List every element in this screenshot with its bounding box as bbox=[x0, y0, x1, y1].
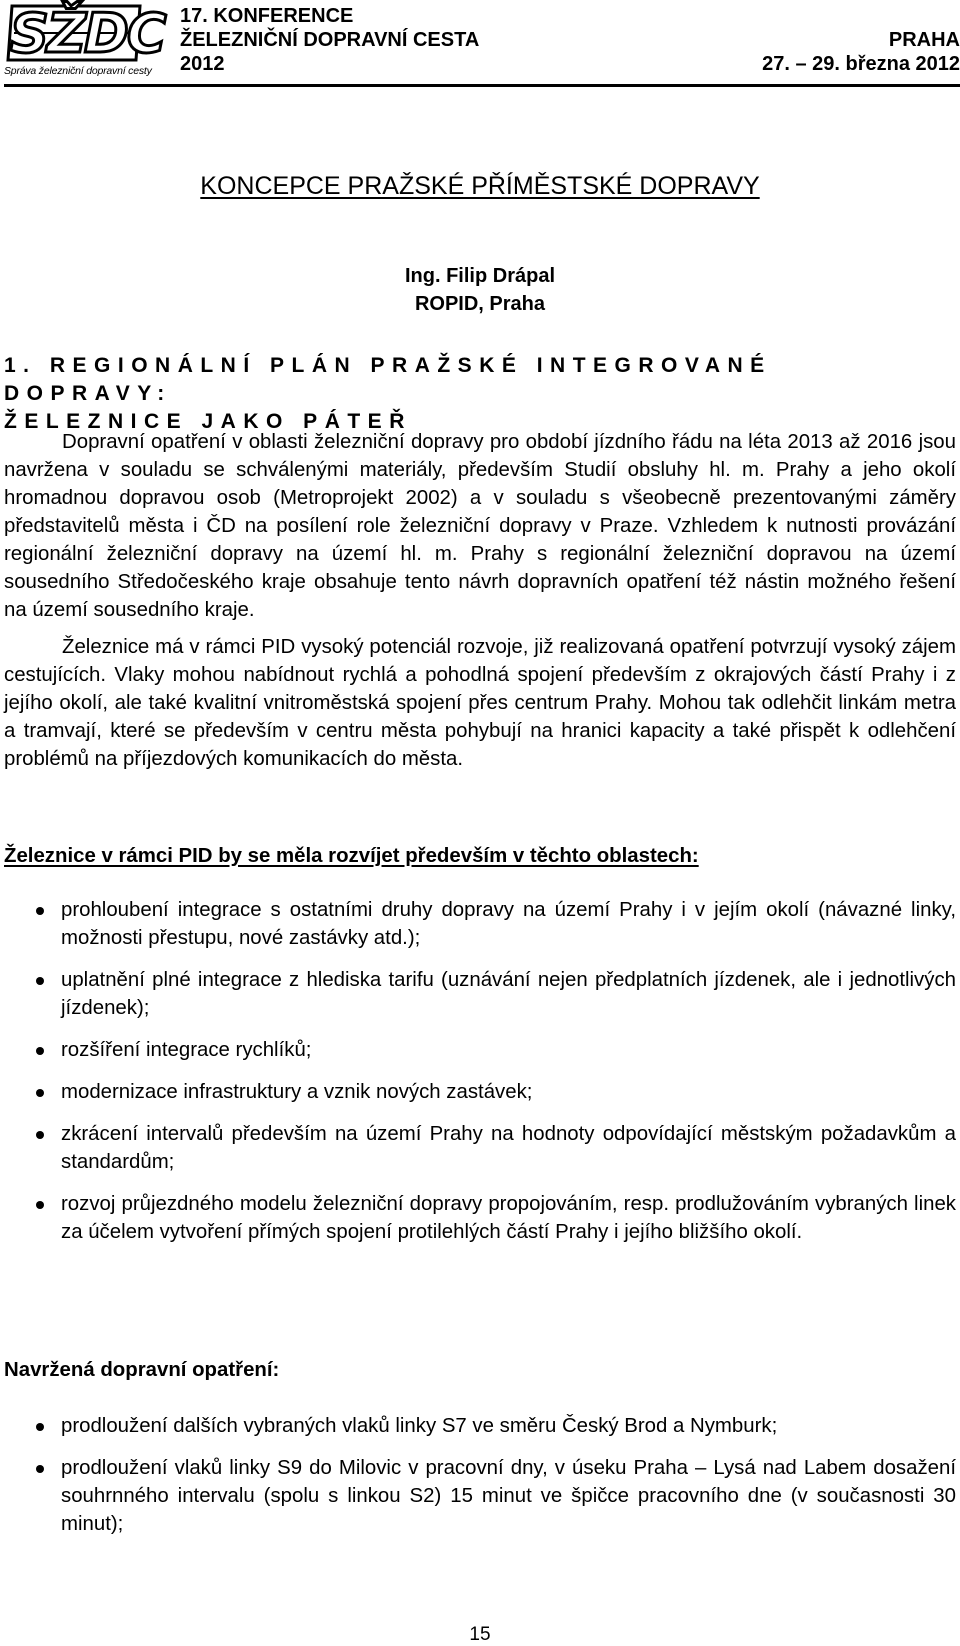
section-heading bbox=[4, 352, 944, 436]
conference-year: 2012 bbox=[180, 53, 225, 75]
author-affiliation: ROPID, Praha bbox=[414, 293, 546, 315]
list-item bbox=[4, 1190, 956, 1246]
conference-city: PRAHA bbox=[888, 29, 960, 51]
bullet-icon bbox=[36, 977, 44, 985]
list-item bbox=[4, 1036, 956, 1064]
list-item bbox=[4, 1120, 956, 1176]
list-item-text: rozvoj průjezdného modelu železniční dopravy propojováním, resp. prodlužováním vybraných linek za účelem vytvoření přímých spojení protilehlých částí Prahy i jejího bližšího okolí. bbox=[61, 1193, 956, 1243]
list-item-text: zkrácení intervalů především na území Prahy na hodnoty odpovídající městským požadavkům a standardům; bbox=[61, 1123, 956, 1173]
bullet-icon bbox=[36, 1131, 44, 1139]
bullet-icon bbox=[36, 907, 44, 915]
list-item-text: prodloužení vlaků linky S9 do Milovic v pracovní dny, v úseku Praha – Lysá nad Labem dosažení souhrnného intervalu (spolu s linkou S2) 15 minut ve špičce pracovního dne (v současnosti 30 minut); bbox=[61, 1457, 956, 1535]
list-item bbox=[4, 966, 956, 1022]
development-list bbox=[4, 896, 956, 1260]
list-item bbox=[4, 1078, 956, 1106]
page-number: 15 bbox=[469, 1624, 491, 1645]
list-item-text: prohloubení integrace s ostatními druhy dopravy na území Prahy i v jejím okolí (návazné linky, možnosti přestupu, nové zastávky atd.); bbox=[61, 899, 956, 949]
conference-info bbox=[180, 4, 479, 76]
development-heading: Železnice v rámci PID by se měla rozvíjet především v těchto oblastech: bbox=[4, 845, 699, 867]
conference-line-1: 17. KONFERENCE bbox=[180, 5, 354, 27]
section-body bbox=[4, 428, 956, 773]
list-item-text: modernizace infrastruktury a vznik nových zastávek; bbox=[61, 1081, 533, 1103]
paragraph: Dopravní opatření v oblasti železniční dopravy pro období jízdního řádu na léta 2013 až 2016 jsou navržena v souladu se schválenými materiály, především Studií obsluhy hl. m. Prahy a jeho okolí hromadnou dopravou osob (Metroprojekt 2002) a v souladu s všeobecně prezentovanými záměry představitelů města i ČD na posílení role železniční dopravy v Praze. Vzhledem k nutnosti provázání regionální železniční dopravy na území hl. m. Prahy s regionální železniční dopravou na území sousedního Středočeského kraje obsahuje tento návrh dopravních opatření též nástin možného řešení na území sousedního kraje. bbox=[4, 431, 956, 621]
page-header bbox=[4, 0, 960, 87]
author-name: Ing. Filip Drápal bbox=[404, 265, 555, 287]
bullet-icon bbox=[36, 1047, 44, 1055]
list-item bbox=[4, 1412, 956, 1440]
bullet-icon bbox=[36, 1089, 44, 1097]
section-heading-line-2: ŽELEZNICE JAKO PÁTEŘ bbox=[4, 410, 412, 433]
paragraph: Železnice má v rámci PID vysoký potenciál rozvoje, již realizovaná opatření potvrzují vysoký zájem cestujících. Vlaky mohou nabídnout rychlá a pohodlná spojení především z okrajových částí Prahy i z jejího okolí, ale také kvalitní vnitroměstská spojení přes centrum Prahy. Mohou tak odlehčit linkám metra a tramvají, které se především v centru města pohybují na hranici kapacity a také přispět k odlehčení problémů na příjezdových komunikacích do města. bbox=[4, 636, 956, 770]
conference-dates: 27. – 29. března 2012 bbox=[762, 53, 960, 75]
bullet-icon bbox=[36, 1465, 44, 1473]
measures-heading: Navržená dopravní opatření: bbox=[4, 1359, 280, 1381]
logo-wordmark: SŽDC bbox=[10, 2, 165, 65]
conference-place-date bbox=[762, 28, 960, 76]
list-item bbox=[4, 896, 956, 952]
list-item bbox=[4, 1454, 956, 1538]
list-item-text: uplatnění plné integrace z hlediska tarifu (uznávání nejen předplatních jízdenek, ale i jednotlivých jízdenek); bbox=[61, 969, 956, 1019]
list-item-text: prodloužení dalších vybraných vlaků linky S7 ve směru Český Brod a Nymburk; bbox=[61, 1415, 778, 1437]
list-item-text: rozšíření integrace rychlíků; bbox=[61, 1039, 312, 1061]
measures-list bbox=[4, 1412, 956, 1552]
conference-line-2: ŽELEZNIČNÍ DOPRAVNÍ CESTA bbox=[180, 29, 480, 51]
page-title: KONCEPCE PRAŽSKÉ PŘÍMĚSTSKÉ DOPRAVY bbox=[200, 172, 760, 200]
bullet-icon bbox=[36, 1201, 44, 1209]
szdc-logo bbox=[4, 2, 165, 78]
author-block bbox=[0, 262, 960, 318]
section-heading-line-1: 1. REGIONÁLNÍ PLÁN PRAŽSKÉ INTEGROVANÉ DOPRAVY: bbox=[4, 354, 772, 405]
logo-tagline: Správa železniční dopravní cesty bbox=[4, 65, 152, 77]
bullet-icon bbox=[36, 1423, 44, 1431]
